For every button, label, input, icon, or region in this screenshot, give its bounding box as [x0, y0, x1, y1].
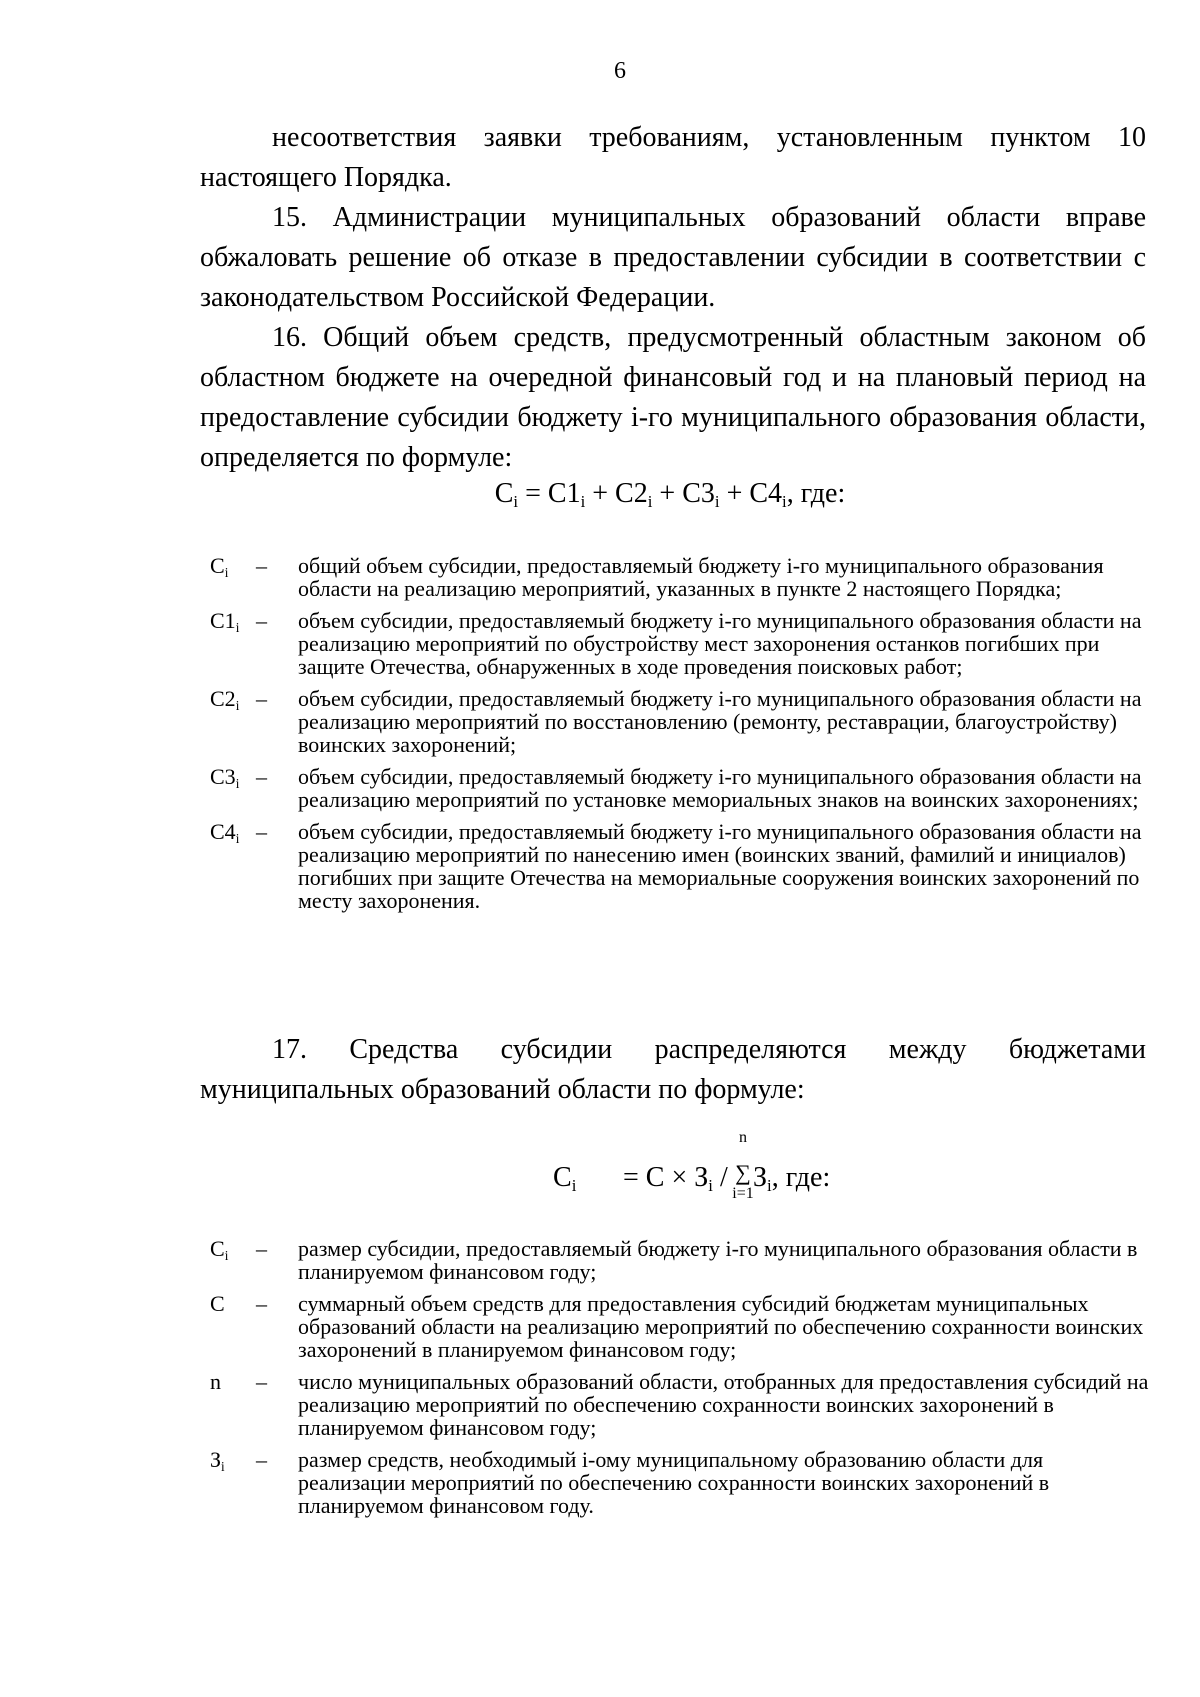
paragraph-17: 17. Средства субсидии распределяются между бюджетами муниципальных образований области по формуле: — [200, 1034, 1146, 1105]
definition-text: размер субсидии, предоставляемый бюджету i-го муниципального образования области в планируемом финансовом году; — [298, 1236, 1138, 1284]
definition-symbol: С — [210, 1291, 225, 1316]
formula-total-subsidy: $С_i = С1_i + С2_i + С3_i + С4_i$, где: — [494, 478, 846, 512]
sigma-symbol: n ∑ i=1 — [732, 1129, 754, 1202]
definitions-list-2 — [210, 1237, 1150, 1526]
paragraphs-mid — [200, 1030, 1146, 1110]
definition-text: общий объем субсидии, предоставляемый бюджету i-го муниципального образования области на реализацию мероприятий, указанных в пункте 2 настоящего Порядка; — [298, 553, 1104, 601]
definition-dash: – — [256, 553, 267, 578]
definition-dash: – — [256, 1236, 267, 1261]
paragraph-15: 15. Администрации муниципальных образований области вправе обжаловать решение об отказе в предоставлении субсидии в соответствии с законодательством Российской Федерации. — [200, 202, 1146, 313]
definition-text: размер средств, необходимый i-ому муниципальному образованию области для реализации мероприятий по обеспечению сохранности воинских захоронений в планируемом финансовом году. — [298, 1447, 1050, 1518]
definition-item — [210, 554, 1150, 600]
definition-dash: – — [256, 608, 267, 633]
definition-symbol: n — [210, 1369, 221, 1394]
definition-dash: – — [256, 1369, 267, 1394]
definition-item — [210, 820, 1150, 912]
definition-item — [210, 765, 1150, 811]
definition-symbol: $С2_i$ — [210, 686, 240, 713]
definition-item — [210, 1292, 1150, 1361]
definition-symbol: $С3_i$ — [210, 764, 240, 791]
definition-item — [210, 1448, 1150, 1517]
definition-symbol: $С_i$ — [210, 553, 229, 580]
paragraph-16: 16. Общий объем средств, предусмотренный областным законом об областном бюджете на очередной финансовый год и на плановый период на предоставление субсидии бюджету i-го муниципального образования области, определяется по формуле: — [200, 322, 1146, 473]
definition-dash: – — [256, 764, 267, 789]
definition-item — [210, 1237, 1150, 1283]
definition-text: число муниципальных образований области, отобранных для предоставления субсидий на реализацию мероприятий по обеспечению сохранности воинских захоронений в планируемом финансовом году; — [298, 1369, 1149, 1440]
definition-symbol: $С4_i$ — [210, 819, 240, 846]
definition-symbol: $З_i$ — [210, 1447, 225, 1474]
definition-symbol: $С_i$ — [210, 1236, 229, 1263]
definition-dash: – — [256, 819, 267, 844]
definitions-list-1 — [210, 554, 1150, 921]
definition-item — [210, 687, 1150, 756]
definition-text: объем субсидии, предоставляемый бюджету i-го муниципального образования области на реализацию мероприятий по обустройству мест захоронения останков погибших при защите Отечества, обнаруженных в ходе проведения поисковых работ; — [298, 608, 1142, 679]
definition-text: объем субсидии, предоставляемый бюджету i-го муниципального образования области на реализацию мероприятий по восстановлению (ремонту, реставрации, благоустройству) воинских захоронений; — [298, 686, 1142, 757]
definition-dash: – — [256, 1447, 267, 1472]
definition-item — [210, 1370, 1150, 1439]
page-number: 6 — [614, 58, 626, 84]
definition-symbol: $С1_i$ — [210, 608, 240, 635]
definition-dash: – — [256, 1291, 267, 1316]
paragraph-continuation: несоответствия заявки требованиям, установленным пунктом 10 настоящего Порядка. — [200, 122, 1146, 193]
definition-text: объем субсидии, предоставляемый бюджету i-го муниципального образования области на реализацию мероприятий по нанесению имен (воинских званий, фамилий и инициалов) погибших при защите Отечества на мемориальные сооружения воинских захоронений по месту захоронения. — [298, 819, 1142, 913]
definition-dash: – — [256, 686, 267, 711]
definition-text: суммарный объем средств для предоставления субсидий бюджетам муниципальных образований области на реализацию мероприятий по обеспечению сохранности воинских захоронений в планируемом финансовом году; — [298, 1291, 1144, 1362]
formula-distribution: $С_i$ = $С \times З_i$ / n ∑ i=1 $З_i$, где: — [553, 1129, 831, 1202]
definition-text: объем субсидии, предоставляемый бюджету i-го муниципального образования области на реализацию мероприятий по установке мемориальных знаков на воинских захоронениях; — [298, 764, 1142, 812]
definition-item — [210, 609, 1150, 678]
paragraphs-top — [200, 118, 1146, 478]
